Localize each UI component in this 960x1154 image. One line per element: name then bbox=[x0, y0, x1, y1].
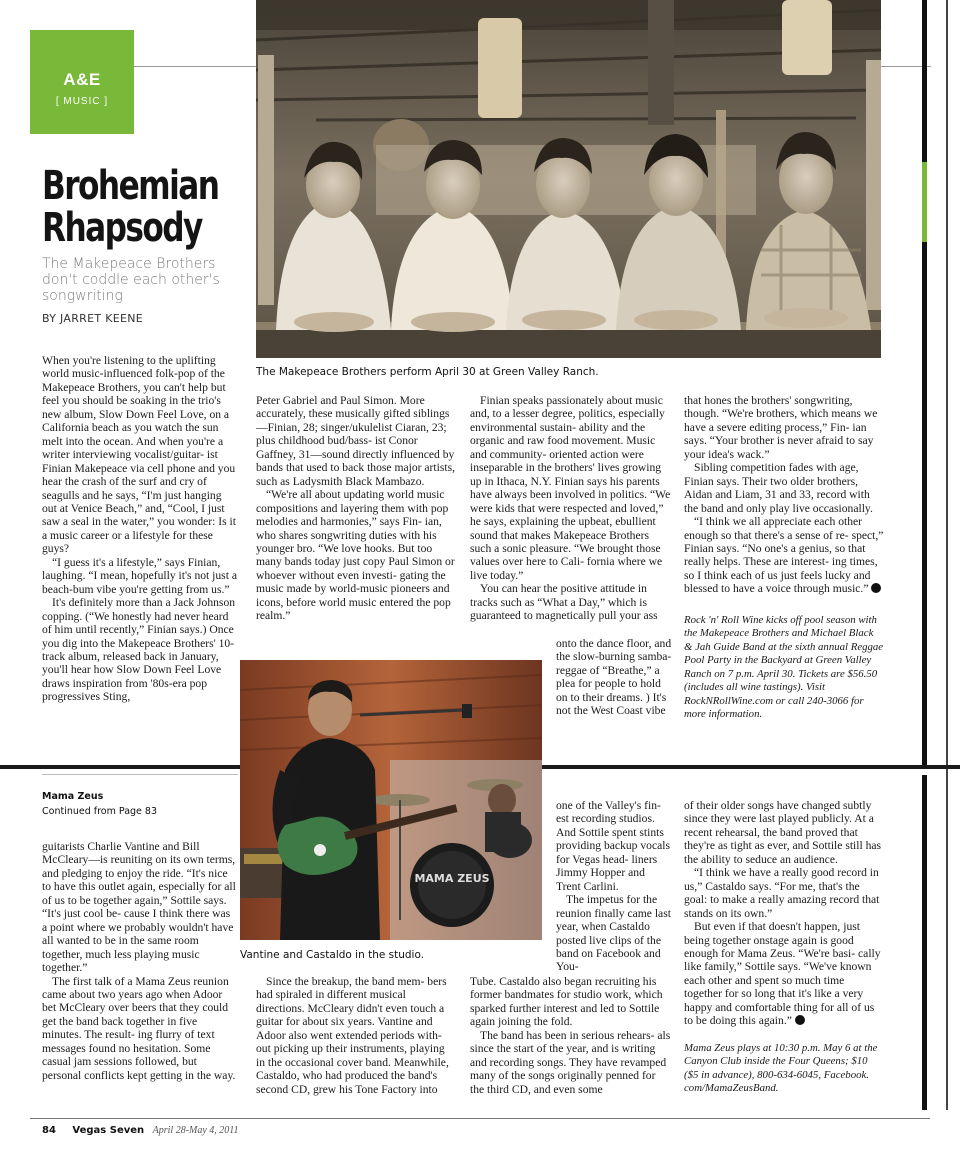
paragraph: It's definitely more than a Jack Johnson copping. (“We honestly had never heard of him until recently,” Finian says.) Once you dig into the Makepeace Brothers' 10-track album, released back in January, you'll hear how Slow Down Feel Love draws inspiration from '80s-era pop progressives Sting, bbox=[42, 596, 236, 704]
paragraph: that hones the brothers' songwriting, though. “We're brothers, which means we have a severe editing process,” Fin- ian says. “Your brother is never afraid to say your idea's wack.” bbox=[684, 394, 878, 461]
paragraph: Sibling competition fades with age, Finian says. Their two older brothers, Aidan and Liam, 31 and 33, record with the band and only play live occasionally. bbox=[684, 461, 873, 515]
article-2-column-1 bbox=[42, 840, 238, 1082]
continued-rule bbox=[42, 774, 238, 775]
article-1-column-4 bbox=[684, 394, 884, 721]
paragraph: of their older songs have changed subtly since they were last played publicly. At a recent rehearsal, the band proved that they're as tight as ever, and Sottile still has the ability to seduce an audience. bbox=[684, 799, 882, 866]
continued-header bbox=[42, 789, 157, 819]
band-photo-caption: The Makepeace Brothers perform April 30 at Green Valley Ranch. bbox=[256, 366, 599, 378]
page-number: 84 bbox=[42, 1125, 56, 1136]
continued-label: Mama Zeus bbox=[42, 791, 104, 802]
subsection-name: [ MUSIC ] bbox=[55, 96, 109, 107]
paragraph: one of the Valley's fin- est recording studios. And Sottile spent stints providing backup vocals for Vegas head- liners Jimmy Hopper and Trent Carlini. bbox=[556, 799, 670, 893]
article-1-column-2 bbox=[256, 394, 456, 623]
paragraph: “I think we have a really good record in us,” Castaldo says. “For me, that's the goal: to make a really amazing record that stands on its own.” bbox=[684, 866, 880, 920]
studio-photo-caption: Vantine and Castaldo in the studio. bbox=[240, 949, 425, 961]
drum-head-text: MAMA ZEUS bbox=[414, 872, 490, 885]
article-1-column-3-wrap bbox=[556, 637, 672, 718]
event-info: Rock 'n' Roll Wine kicks off pool season with the Makepeace Brothers and Michael Black & Jah Guide Band at the sixth annual Reggae Pool Party in the Backyard at Green Valley Ranch on 7 p.m. April 30. Tickets are $56.50 (includes all wine tastings). Visit RockNRollWine.com or call 240-3066 for more information. bbox=[684, 613, 884, 720]
paragraph: “I guess it's a lifestyle,” says Finian, laughing. “I mean, hopefully it's not just a beach-bum vibe you're getting from us.” bbox=[42, 555, 237, 596]
article-2-column-4 bbox=[684, 799, 884, 1096]
article-1-column-3 bbox=[470, 394, 672, 623]
paragraph: Tube. Castaldo also began recruiting his former bandmates for studio work, which sparked further interest and led to Sottile again joining the fold. bbox=[470, 975, 663, 1029]
end-mark-icon bbox=[795, 1015, 805, 1025]
magazine-name: Vegas Seven bbox=[72, 1125, 145, 1136]
paragraph bbox=[684, 515, 884, 596]
header-rule-left bbox=[134, 66, 256, 67]
right-edge-bar-green bbox=[922, 162, 927, 242]
continued-from: Continued from Page 83 bbox=[42, 806, 158, 817]
paragraph-text: “I think we all appreciate each other enough so that there's a sense of re- spect,” Finian says. “No one's a genius, so that really helps. These are interest- ing times, so I think each of us just feels lucky and blessed to have a voice through music.” bbox=[684, 515, 884, 596]
right-edge-line bbox=[946, 0, 948, 1110]
section-name: A&E bbox=[63, 70, 101, 89]
event-info: Mama Zeus plays at 10:30 p.m. May 6 at the Canyon Club inside the Four Queens; $10 ($5 in advance), 800-634-6045, Facebook. com/MamaZeusBand. bbox=[684, 1041, 878, 1095]
paragraph: guitarists Charlie Vantine and Bill McCleary—is reuniting on its own terms, and pledging to enjoy the ride. “It's nice to have this outlet again, especially for all of us to be together again,” Sottile says. “It's just cool be- cause I think there was a point where we probably wouldn't have all wanted to be in the same room together, much less playing music together.” bbox=[42, 840, 236, 975]
right-edge-bar-lower bbox=[922, 775, 927, 1110]
page-footer bbox=[42, 1125, 239, 1136]
end-mark-icon bbox=[871, 583, 881, 593]
right-edge-bar bbox=[922, 0, 927, 765]
paragraph bbox=[684, 920, 884, 1028]
paragraph: You can hear the positive attitude in tracks such as “What a Day,” which is guaranteed to magnetically pull your ass bbox=[470, 582, 658, 623]
studio-photo bbox=[240, 660, 542, 940]
paragraph: onto the dance floor, and the slow-burning samba-reggae of “Breathe,” a plea for people to hold on to their dreams. ) It's not the West Coast vibe bbox=[556, 637, 672, 718]
paragraph: “We're all about updating world music compositions and layering them with pop melodies and harmonies,” says Fin- ian, who shares songwriting duties with his younger bro. “We love hooks. But too many bands today just copy Paul Simon or whoever without even investi- gating the music made by world-music pioneers and icons, before world music entered the pop realm.” bbox=[256, 488, 455, 623]
issue-date: April 28-May 4, 2011 bbox=[152, 1125, 239, 1136]
dek: The Makepeace Brothers don't coddle each other's songwriting bbox=[42, 256, 220, 304]
paragraph: The band has been in serious rehears- als since the start of the year, and is writing and recording songs. They have revamped many of the songs originally penned for the third CD, and even some bbox=[470, 1028, 671, 1096]
headline bbox=[42, 163, 219, 251]
paragraph: Finian speaks passionately about music and, to a lesser degree, politics, especially environmental sustain- ability and the organic and raw food movement. Music and community- oriented action were inseparable in the brothers' lives growing up in Ithaca, N.Y. Finian says his parents have always been involved in politics. “We were kids that were respected and loved,” he says, explaining the upbeat, ebullient sound that makes Makepeace Brothers such a sonic pleasure. “We brought those values over here to Cali- fornia where we live today.” bbox=[470, 394, 671, 582]
paragraph: Since the breakup, the band mem- bers had spiraled in different musical directions. McCleary didn't even touch a guitar for about six years. Vantine and Adoor also went extended periods with- out picking up their instruments, playing in the occasional cover band. Meanwhile, Castaldo, who had produced the band's second CD, grew his Tone Factory into bbox=[256, 975, 449, 1096]
article-1-column-1 bbox=[42, 354, 238, 704]
band-photo bbox=[256, 0, 881, 358]
paragraph-text: But even if that doesn't happen, just being together onstage again is good enough for Mama Zeus. “We're basi- cally like family,” Sottile says. “We've known each other and spent so much time together for so long that it's like a very happy and comfortable thing for all of us to be doing this again.” bbox=[684, 920, 881, 1028]
article-2-column-2 bbox=[256, 975, 456, 1096]
paragraph: The first talk of a Mama Zeus reunion came about two years ago when Adoor bet McCleary over beers that they could get the band back together in five minutes. The result- ing flurry of text messages found no hesitation. Some casual jam sessions followed, but personal conflicts kept getting in the way. bbox=[42, 974, 236, 1082]
article-2-column-3 bbox=[470, 975, 672, 1096]
paragraph: The impetus for the reunion finally came last year, when Castaldo posted live clips of the band on Facebook and You- bbox=[556, 893, 671, 974]
article-2-column-3-wrap bbox=[556, 799, 672, 974]
section-tag bbox=[30, 30, 134, 134]
paragraph: Peter Gabriel and Paul Simon. More accurately, these musically gifted siblings—Finian, 28; singer/ukulelist Ciaran, 23; plus childhood bud/bass- ist Conor Gaffney, 31—sound directly influenced by bands that used to back those major artists, such as Ladysmith Black Mambazo. bbox=[256, 394, 455, 488]
paragraph: When you're listening to the uplifting world music-influenced folk-pop of the Makepeace Brothers, you can't help but feel you should be soaking in the trio's new album, Slow Down Feel Love, on a California beach as you watch the sun melt into the ocean. And when you're a writer interviewing vocalist/guitar- ist Finian Makepeace via cell phone and you hear the crash of the surf and cry of seagulls and he says, “I'm just hanging out at Venice Beach,” and, “Cool, I just saw a seal in the water,” you wonder: Is it a music career or a lifestyle for these guys? bbox=[42, 354, 236, 556]
footer-rule bbox=[30, 1118, 930, 1119]
byline: BY JARRET KEENE bbox=[42, 312, 143, 325]
headline-line-1: Brohemian bbox=[42, 163, 219, 209]
headline-line-2: Rhapsody bbox=[42, 205, 202, 251]
